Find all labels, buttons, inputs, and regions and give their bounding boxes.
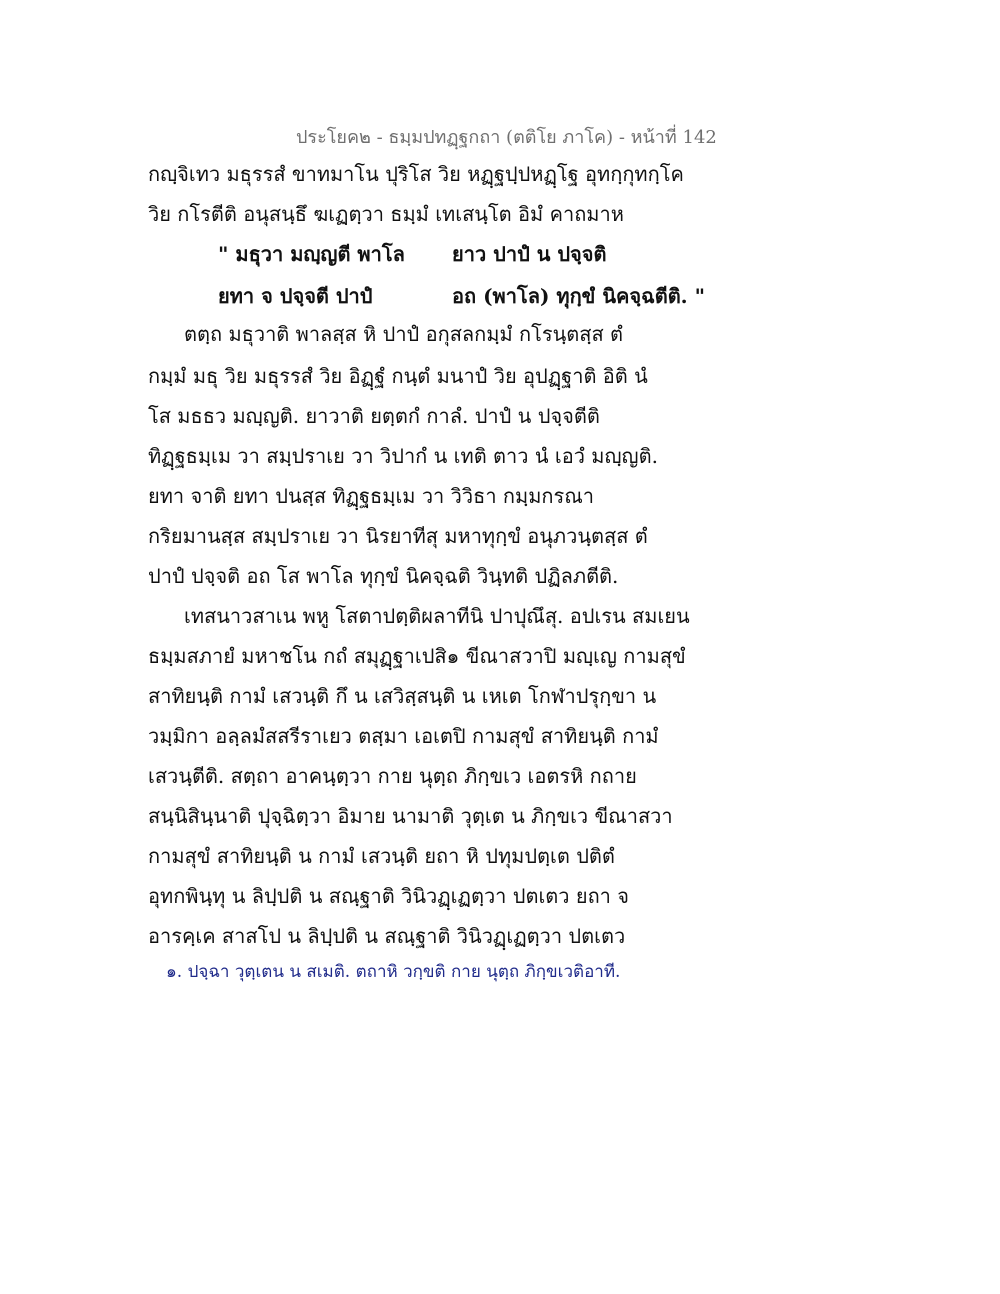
- page-header: ประโยค๒ - ธมฺมปทฏฺฐกถา (ตติโย ภาโค) - หน้าที่ 142: [296, 127, 717, 148]
- body-line-1: กญฺจิเทว มธุรรสํ ขาทมาโน ปุริโส วิย หฏฺฐปฺปหฏฺโฐ อุทกฺกุทกฺโค: [148, 162, 684, 186]
- verse-line-2a: ยทา จ ปจฺจตี ปาปํ: [218, 284, 373, 308]
- body-line-5: โส มธธว มญฺญติ. ยาวาติ ยตฺตกํ กาลํ. ปาปํ น ปจฺจตีติ: [148, 404, 600, 428]
- body-line-2: วิย กโรตีติ อนุสนฺธึ ฆเฏตฺวา ธมฺมํ เทเสนฺโต อิมํ คาถมาห: [148, 202, 624, 226]
- body-line-4: กมฺมํ มธุ วิย มธุรรสํ วิย อิฏฺฐํ กนฺตํ มนาปํ วิย อุปฏฺฐาติ อิติ นํ: [148, 364, 648, 388]
- body-line-7: ยทา จาติ ยทา ปนสฺส ทิฏฺฐธมฺเม วา วิวิธา กมฺมกรณา: [148, 484, 595, 508]
- body-line-17: อุทกพินฺทุ น ลิปฺปติ น สณฺฐาติ วินิวฏฺเฏตฺวา ปตเตว ยถา จ: [148, 884, 629, 908]
- body-line-8: กริยมานสฺส สมฺปราเย วา นิรยาทีสุ มหาทุกฺขํ อนุภวนฺตสฺส ตํ: [148, 524, 648, 548]
- verse-line-1b: ยาว ปาปํ น ปจฺจติ: [452, 242, 607, 266]
- body-line-12: สาทิยนฺติ กามํ เสวนฺติ กึ น เสวิสฺสนฺติ น เหเต โกฬาปรุกฺขา น: [148, 684, 657, 708]
- body-line-6: ทิฏฺฐธมฺเม วา สมฺปราเย วา วิปากํ น เทติ ตาว นํ เอวํ มญฺญติ.: [148, 444, 658, 468]
- body-line-14: เสวนฺตีติ. สตฺถา อาคนฺตฺวา กาย นุตฺถ ภิกฺขเว เอตรหิ กถาย: [148, 764, 637, 788]
- footnote: ๑. ปจฺฉา วุตฺเตน น สเมติ. ตถาหิ วกฺขติ กาย นุตฺถ ภิกฺขเวติอาที.: [166, 962, 621, 982]
- body-line-16: กามสุขํ สาทิยนฺติ น กามํ เสวนฺติ ยถา หิ ปทุมปตฺเต ปติตํ: [148, 844, 615, 868]
- body-line-15: สนฺนิสินฺนาติ ปุจฺฉิตฺวา อิมาย นามาติ วุตฺเต น ภิกฺขเว ขีณาสวา: [148, 804, 673, 828]
- body-line-18: อารคฺเค สาสโป น ลิปฺปติ น สณฺฐาติ วินิวฏฺเฏตฺวา ปตเตว: [148, 924, 626, 948]
- body-line-10: เทสนาวสาเน พหู โสตาปตฺติผลาทีนิ ปาปุณึสุ. อปเรน สมเยน: [184, 604, 690, 628]
- verse-line-2b: อถ (พาโล) ทุกฺขํ นิคจฺฉตีติ. ": [452, 284, 706, 308]
- verse-line-1a: " มธุวา มญฺญตี พาโล: [218, 242, 405, 266]
- body-line-13: วมฺมิกา อลฺลมํสสรีราเยว ตสฺมา เอเตปิ กามสุขํ สาทิยนฺติ กามํ: [148, 724, 659, 748]
- body-line-11: ธมฺมสภายํ มหาชโน กถํ สมุฏฺฐาเปสิ๑ ขีณาสวาปิ มญฺเญ กามสุขํ: [148, 644, 686, 668]
- body-line-3: ตตฺถ มธุวาติ พาลสฺส หิ ปาปํ อกุสลกมฺมํ กโรนฺตสฺส ตํ: [184, 322, 624, 346]
- body-line-9: ปาปํ ปจฺจติ อถ โส พาโล ทุกฺขํ นิคจฺฉติ วินฺทติ ปฏิลภตีติ.: [148, 564, 619, 588]
